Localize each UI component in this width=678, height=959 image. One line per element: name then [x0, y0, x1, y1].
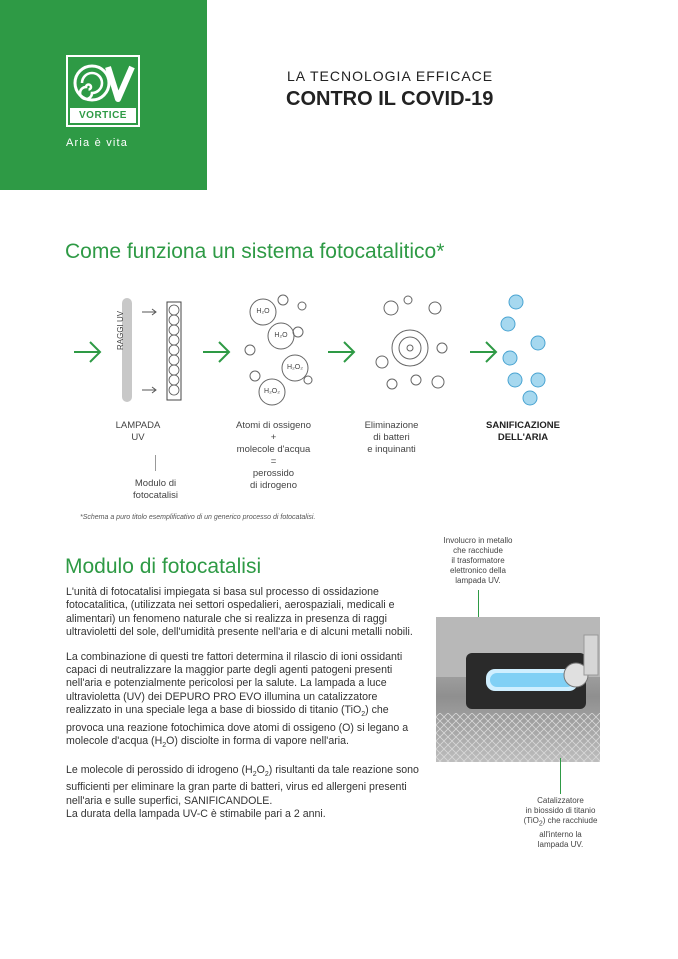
caption-catalyst: Catalizzatore in biossido di titanio (TiO$_2$) che racchiude all'interno la lampada UV. [523, 796, 598, 849]
paragraph-3: Le molecole di perossido di idrogeno $(H_2O_2)$ risultanti da tale reazione sono sufficienti per eliminare la gran parte di batteri, virus ed allergeni presenti nell'aria e sulle superfici, SANIFICANDOLE. La durata della lampada UV-C è stimabile pari a 2 anni. [66, 763, 419, 821]
photocatalysis-diagram [60, 288, 580, 408]
logo-wordmark: VORTICE [70, 108, 136, 123]
tagline: Aria è vita [66, 137, 129, 149]
arrow-icon [328, 342, 354, 362]
bubble-label: H₂O [256, 308, 270, 315]
uv-label: RAGGI UV [116, 310, 125, 350]
diagram-title: Come funziona un sistema fotocatalitico* [65, 240, 445, 263]
caption-pointer [560, 758, 561, 794]
vortice-logo [66, 55, 140, 127]
bubble-label: H₂O [274, 332, 288, 339]
bacteria-icon [376, 296, 447, 389]
arrow-icon [74, 342, 100, 362]
arrow-icon [203, 342, 229, 362]
product-photo [436, 617, 600, 762]
step-atoms: Atomi di ossigeno + molecole d'acqua = perossido di idrogeno [236, 420, 311, 491]
uv-ray-arrows [142, 309, 156, 393]
bubble-label: H₂O₂ [287, 364, 303, 371]
step-module: Modulo di fotocatalisi [133, 478, 178, 501]
header-line-2: CONTRO IL COVID-19 [286, 88, 494, 110]
logo-swirl-icon [68, 59, 138, 111]
paragraph-2: La combinazione di questi tre fattori determina il rilascio di ioni ossidanti capaci di neutralizzare la maggior parte degli agenti patogeni presenti nell'aria e potenzialmente pericolosi per la salute. La lampada a luce ultravioletta (UV) dei DEPURO PRO EVO illumina un catalizzatore realizzato in una speciale lega a base di biossido di titanio (TiO$_2$) che provoca una reazione fotochimica dove atomi di ossigeno (O) si legano a molecole d'acqua $(H_2O)$ disciolte in forma di vapore nell'aria. [66, 650, 409, 750]
diagram-note: *Schema a puro titolo esemplificativo di un generico processo di fotocatalisi. [80, 514, 316, 521]
connector-line [155, 455, 156, 471]
caption-casing: Involucro in metallo che racchiude il trasformatore elettronico della lampada UV. [443, 536, 513, 585]
header-line-1: LA TECNOLOGIA EFFICACE [287, 68, 494, 84]
bubble-label: H₂O₂ [264, 388, 280, 395]
arrow-icon [470, 342, 496, 362]
module-title: Modulo di fotocatalisi [65, 555, 262, 578]
step-sanitization: SANIFICAZIONE DELL'ARIA [486, 420, 560, 443]
step-elimination: Eliminazione di batteri e inquinanti [364, 420, 419, 455]
step-lamp: LAMPADA UV [115, 420, 161, 443]
module-body [66, 586, 421, 832]
clean-air-bubbles [501, 295, 545, 405]
paragraph-1: L'unità di fotocatalisi impiegata si basa sul processo di ossidazione fotocatalitica, (utilizzata nei settori ospedalieri, aerospaziali, medicali e alimentari) un fenomeno naturale che si realizza in presenza di raggi ultravioletti del sole, dell'umidità presente nell'aria e di alcuni metalli nobili. [66, 586, 413, 639]
